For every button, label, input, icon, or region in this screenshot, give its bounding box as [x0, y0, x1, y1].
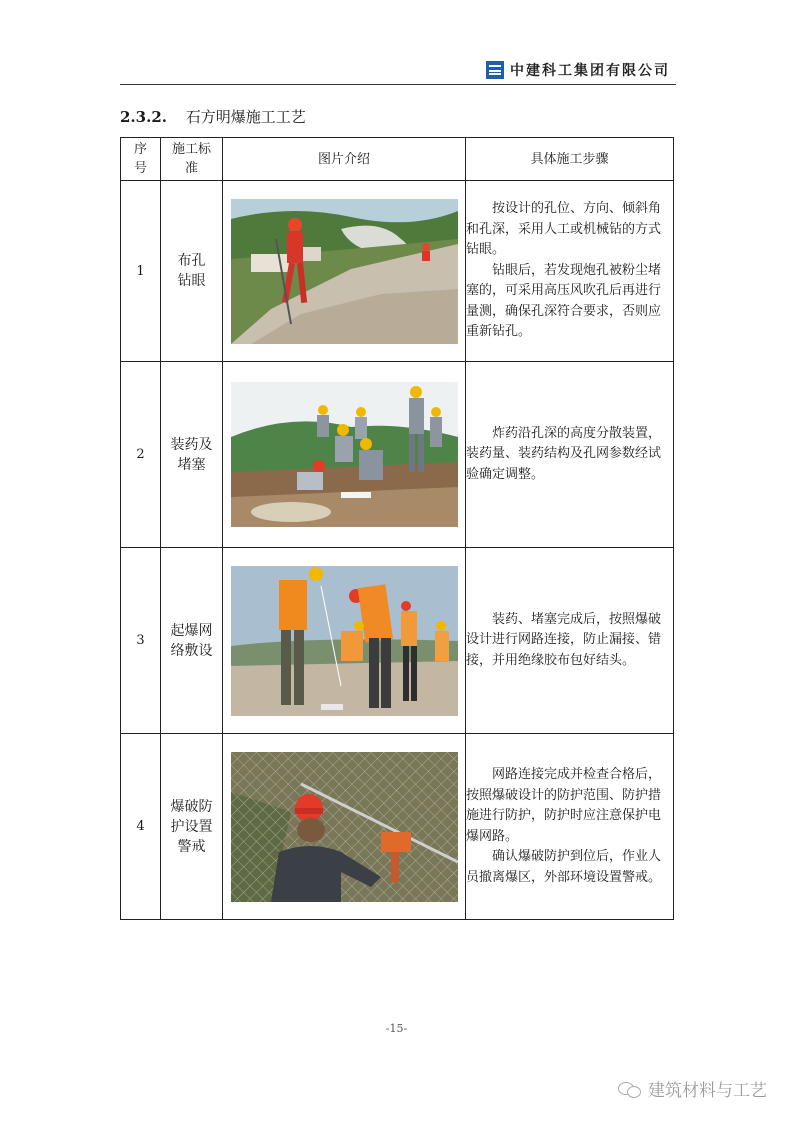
page-header	[120, 56, 676, 85]
step-paragraph: 装药、堵塞完成后，按照爆破设计进行网路连接，防止漏接、错接，并用绝缘胶布包好结头。	[466, 611, 662, 668]
table-row	[121, 181, 674, 362]
row-seq: 4	[121, 734, 161, 920]
header-seq	[121, 138, 161, 181]
page-number: -15-	[385, 1022, 408, 1035]
header-image: 图片介绍	[223, 138, 466, 181]
section-number: 2.3.2.	[120, 108, 167, 126]
step-paragraph: 炸药沿孔深的高度分散装置，装药量、装药结构及孔网参数经试验确定调整。	[466, 425, 662, 482]
row-seq: 3	[121, 548, 161, 734]
row-standard	[161, 362, 223, 548]
step-paragraph: 确认爆破防护到位后，作业人员撤离爆区，外部环境设置警戒。	[466, 849, 662, 885]
step-paragraph: 网路连接完成并检查合格后，按照爆破设计的防护范围、防护措施进行防护，防护时应注意保护电爆网路。	[466, 767, 662, 844]
company-logo	[486, 60, 670, 80]
table-row	[121, 548, 674, 734]
row-steps	[466, 362, 674, 548]
wechat-icon	[618, 1080, 642, 1098]
section-title: 石方明爆施工工艺	[185, 108, 306, 126]
workers-laying-detonation-network-photo	[231, 566, 458, 716]
row-standard	[161, 548, 223, 734]
worker-installing-protection-net-photo	[231, 752, 458, 902]
company-logo-icon	[486, 61, 504, 79]
section-heading	[120, 106, 306, 127]
row-steps	[466, 548, 674, 734]
row-image-cell	[223, 734, 466, 920]
header-seq-label: 序号	[133, 142, 147, 176]
header-standard	[161, 138, 223, 181]
row-standard	[161, 181, 223, 362]
table-row	[121, 734, 674, 920]
row-standard-label: 起爆网络敷设	[170, 622, 213, 659]
row-image-cell	[223, 181, 466, 362]
row-standard-label: 装药及堵塞	[170, 436, 213, 473]
table-row	[121, 362, 674, 548]
step-paragraph: 钻眼后，若发现炮孔被粉尘堵塞的，可采用高压风吹孔后再进行量测，确保孔深符合要求，否则应重新钻孔。	[466, 262, 662, 340]
workers-loading-explosives-photo	[231, 382, 458, 527]
construction-process-table	[120, 137, 674, 920]
row-seq: 2	[121, 362, 161, 548]
row-standard-label: 爆破防护设置警戒	[170, 798, 213, 855]
watermark-text: 建筑材料与工艺	[648, 1081, 767, 1101]
step-paragraph: 按设计的孔位、方向、倾斜角和孔深，采用人工或机械钻的方式钻眼。	[466, 201, 662, 258]
row-standard-label: 布孔钻眼	[177, 253, 206, 289]
worker-drilling-photo	[231, 199, 458, 344]
watermark	[618, 1076, 767, 1101]
row-image-cell	[223, 362, 466, 548]
table-header-row	[121, 138, 674, 181]
row-seq: 1	[121, 181, 161, 362]
header-standard-label: 施工标准	[171, 142, 211, 176]
row-steps	[466, 181, 674, 362]
company-name: 中建科工集团有限公司	[510, 63, 670, 79]
row-standard	[161, 734, 223, 920]
row-steps	[466, 734, 674, 920]
header-steps: 具体施工步骤	[466, 138, 674, 181]
row-image-cell	[223, 548, 466, 734]
